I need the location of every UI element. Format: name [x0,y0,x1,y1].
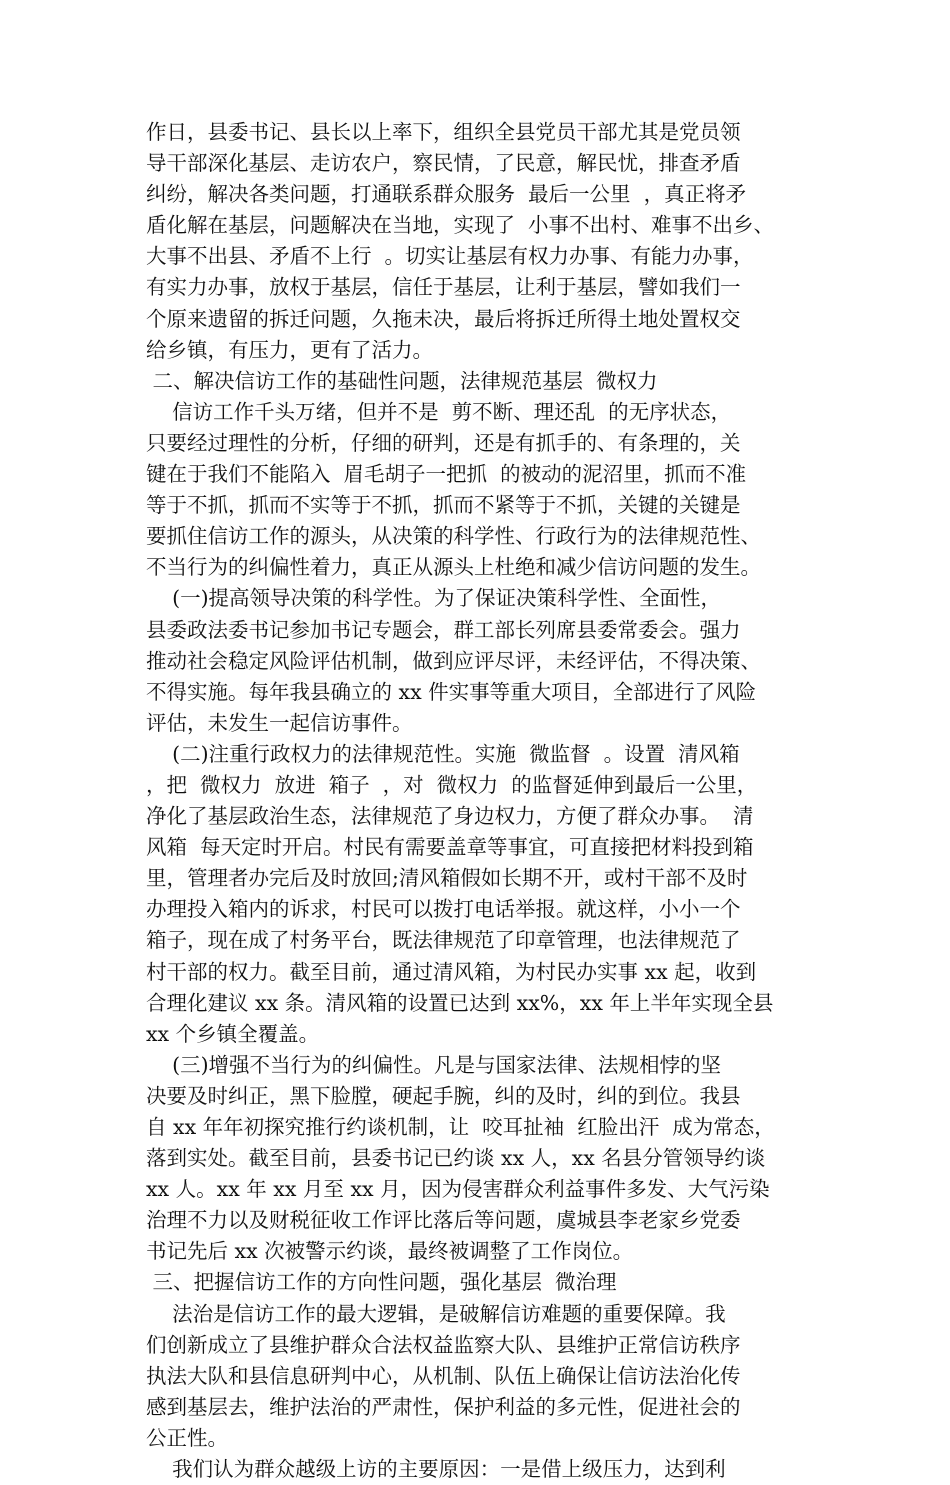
text-line: 我们认为群众越级上访的主要原因：一是借上级压力，达到利 [146,1457,726,1482]
text-line: 信访工作千头万绪，但并不是 剪不断、理还乱 的无序状态， [146,399,732,424]
text-line: 执法大队和县信息研判中心，从机制、队伍上确保让信访法治化传 [146,1363,741,1388]
text-line: 净化了基层政治生态，法律规范了身边权力，方便了群众办事。 清 [146,804,754,829]
text-line: 等于不抓，抓而不实等于不抓，抓而不紧等于不抓，关键的关键是 [146,493,741,518]
text-line: 里，管理者办完后及时放回;清风箱假如长期不开，或村干部不及时 [146,866,748,891]
text-line: 们创新成立了县维护群众合法权益监察大队、县维护正常信访秩序 [146,1332,741,1357]
text-line: 评估，未发生一起信访事件。 [146,710,413,735]
text-line: 风箱 每天定时开启。村民有需要盖章等事宜，可直接把材料投到箱 [146,835,754,860]
text-line: xx 人。xx 年 xx 月至 xx 月，因为侵害群众利益事件多发、大气污染 [146,1177,770,1202]
text-line: 县委政法委书记参加书记专题会，群工部长列席县委常委会。强力 [146,617,741,642]
text-line: 治理不力以及财税征收工作评比落后等问题，虞城县李老家乡党委 [146,1208,741,1233]
text-line: 书记先后 xx 次被警示约谈，最终被调整了工作岗位。 [146,1239,634,1264]
text-line: 给乡镇，有压力，更有了活力。 [146,337,433,362]
text-line: 有实力办事，放权于基层，信任于基层，让利于基层，譬如我们一 [146,275,741,300]
text-line: 办理投入箱内的诉求，村民可以拨打电话举报。就这样，小小一个 [146,897,741,922]
text-line: ，把 微权力 放进 箱子 ，对 微权力 的监督延伸到最后一公里， [146,772,758,797]
section-heading: 二、解决信访工作的基础性问题，法律规范基层 微权力 [146,368,658,393]
text-line: 纠纷，解决各类问题，打通联系群众服务 最后一公里 ，真正将矛 [146,182,747,207]
text-line: (一)提高领导决策的科学性。为了保证决策科学性、全面性， [146,586,722,611]
section-heading: 三、把握信访工作的方向性问题，强化基层 微治理 [146,1270,617,1295]
text-line: 个原来遗留的拆迁问题，久拖未决，最后将拆迁所得土地处置权交 [146,306,741,331]
text-line: (二)注重行政权力的法律规范性。实施 微监督 。设置 清风箱 [146,741,740,766]
text-line: 合理化建议 xx 条。清风箱的设置已达到 xx%，xx 年上半年实现全县 [146,990,774,1015]
text-line: 只要经过理性的分析，仔细的研判，还是有抓手的、有条理的，关 [146,430,741,455]
text-line: 不当行为的纠偏性着力，真正从源头上杜绝和减少信访问题的发生。 [146,555,761,580]
text-line: 感到基层去，维护法治的严肃性，保护利益的多元性，促进社会的 [146,1394,741,1419]
text-line: 箱子，现在成了村务平台，既法律规范了印章管理，也法律规范了 [146,928,741,953]
text-line: 大事不出县、矛盾不上行 。切实让基层有权力办事、有能力办事， [146,244,754,269]
document-page [146,117,826,1485]
text-line: (三)增强不当行为的纠偏性。凡是与国家法律、法规相悖的坚 [146,1052,722,1077]
text-line: 村干部的权力。截至目前，通过清风箱，为村民办实事 xx 起，收到 [146,959,757,984]
text-line: 要抓住信访工作的源头，从决策的科学性、行政行为的法律规范性、 [146,524,761,549]
text-line: 自 xx 年年初探究推行约谈机制，让 咬耳扯袖 红脸出汗 成为常态， [146,1115,775,1139]
text-line: 不得实施。每年我县确立的 xx 件实事等重大项目，全部进行了风险 [146,679,757,704]
text-line: 键在于我们不能陷入 眉毛胡子一把抓 的被动的泥沼里，抓而不准 [146,462,747,487]
text-line: 作日，县委书记、县长以上率下，组织全县党员干部尤其是党员领 [146,120,741,144]
text-line: 法治是信访工作的最大逻辑，是破解信访难题的重要保障。我 [146,1301,726,1326]
text-line: 导干部深化基层、走访农户，察民情，了民意，解民忧，排查矛盾 [146,151,741,176]
text-line: 公正性。 [146,1425,228,1450]
text-line: 决要及时纠正，黑下脸膛，硬起手腕，纠的及时，纠的到位。我县 [146,1083,741,1108]
text-line: xx 个乡镇全覆盖。 [146,1021,320,1046]
text-line: 盾化解在基层，问题解决在当地，实现了 小事不出村、难事不出乡、 [146,213,775,238]
text-line: 落到实处。截至目前，县委书记已约谈 xx 人，xx 名县分管领导约谈 [146,1146,766,1171]
text-line: 推动社会稳定风险评估机制，做到应评尽评，未经评估，不得决策、 [146,648,761,673]
